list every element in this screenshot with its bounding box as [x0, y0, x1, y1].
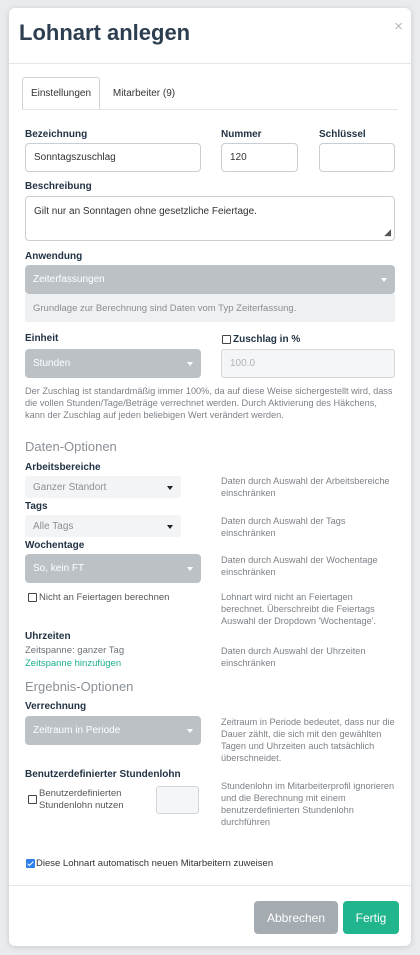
feiertage-label: Nicht an Feiertagen berechnen — [39, 592, 170, 603]
anwendung-hint: Grundlage zur Berechnung sind Daten vom Typ Zeiterfassung. — [25, 294, 395, 322]
verrechnung-select[interactable] — [25, 716, 201, 745]
zuschlag-checkbox[interactable] — [222, 335, 231, 344]
stundenlohn-label-line2: Stundenlohn nutzen — [39, 800, 124, 811]
stundenlohn-desc: Stundenlohn im Mitarbeiterprofil ignorieren und die Berechnung mit einem benutzerdefinierten Stundenlohn durchführen — [221, 781, 395, 827]
anwendung-label: Anwendung — [25, 251, 83, 262]
einheit-value: Stunden — [33, 358, 71, 369]
chevron-down-icon — [187, 362, 193, 366]
zuschlag-input[interactable]: 100.0 — [221, 349, 395, 378]
wochentage-desc: Daten durch Auswahl der Wochentage einschränken — [221, 555, 378, 577]
resize-handle-icon[interactable]: ◢ — [384, 227, 391, 237]
zeitspanne-text: Zeitspanne: ganzer Tag — [25, 645, 125, 656]
header-divider — [9, 63, 411, 64]
chevron-down-icon — [381, 278, 387, 282]
auto-assign-label: Diese Lohnart automatisch neuen Mitarbeitern zuweisen — [36, 858, 274, 869]
stundenlohn-checkbox[interactable] — [28, 795, 37, 804]
stundenlohn-label-line1: Benutzerdefinierten — [39, 788, 122, 799]
stundenlohn-input[interactable] — [156, 786, 199, 814]
tab-einstellungen[interactable]: Einstellungen — [22, 77, 100, 110]
zuschlag-info-text: Der Zuschlag ist standardmäßig immer 100%, da auf diese Weise sichergestellt wird, dass die vollen Stunden/Tage/Beträge verrechnet werden. Durch Aktivierung des Häkchens, kann der Zuschlag auf jeden beliebigen Wert verändert werden. — [25, 386, 393, 420]
tags-value: Alle Tags — [33, 520, 74, 532]
tags-select[interactable] — [25, 515, 181, 537]
arbeitsbereiche-value: Ganzer Standort — [33, 481, 107, 493]
chevron-down-icon — [187, 729, 193, 733]
uhrzeiten-label: Uhrzeiten — [25, 631, 71, 642]
chevron-down-icon — [167, 486, 173, 490]
bezeichnung-input[interactable]: Sonntagszuschlag — [25, 143, 201, 172]
dialog-title: Lohnart anlegen — [19, 20, 191, 45]
tab-mitarbeiter[interactable]: Mitarbeiter (9) — [112, 88, 176, 99]
zuschlag-label: Zuschlag in % — [233, 334, 301, 345]
beschreibung-textarea[interactable] — [25, 196, 395, 241]
wochentage-select[interactable] — [25, 554, 201, 583]
ergebnis-optionen-heading: Ergebnis-Optionen — [25, 679, 134, 694]
stundenlohn-checkbox-label — [39, 788, 124, 812]
nummer-input[interactable]: 120 — [221, 143, 298, 172]
close-icon[interactable]: × — [394, 18, 403, 35]
feiertage-desc: Lohnart wird nicht an Feiertagen berechnet. Überschreibt die Feiertags Auswahl der Dropdown 'Wochentage'. — [221, 592, 377, 626]
chevron-down-icon — [167, 525, 173, 529]
cancel-button[interactable]: Abbrechen — [254, 901, 338, 934]
tags-desc: Daten durch Auswahl der Tags einschränken — [221, 516, 346, 538]
beschreibung-text: Gilt nur an Sonntagen ohne gesetzliche Feiertage. — [34, 206, 257, 217]
daten-optionen-heading: Daten-Optionen — [25, 439, 117, 454]
nummer-label: Nummer — [221, 129, 262, 140]
zeitspanne-hinzufuegen-link[interactable]: Zeitspanne hinzufügen — [25, 658, 122, 669]
anwendung-value: Zeiterfassungen — [33, 274, 105, 285]
wochentage-value: So, kein FT — [33, 563, 85, 574]
arbeitsbereiche-label: Arbeitsbereiche — [25, 462, 101, 473]
wochentage-label: Wochentage — [25, 540, 85, 551]
schluessel-input[interactable] — [319, 143, 395, 172]
verrechnung-value: Zeitraum in Periode — [33, 725, 121, 736]
anwendung-select[interactable] — [25, 265, 395, 294]
arbeitsbereiche-select[interactable] — [25, 476, 181, 498]
verrechnung-label: Verrechnung — [25, 701, 87, 712]
beschreibung-label: Beschreibung — [25, 181, 92, 192]
arbeitsbereiche-desc: Daten durch Auswahl der Arbeitsbereiche einschränken — [221, 476, 390, 498]
feiertage-checkbox[interactable] — [28, 593, 37, 602]
footer-divider — [9, 885, 411, 886]
einheit-select[interactable] — [25, 349, 201, 378]
lohnart-dialog — [9, 8, 411, 946]
uhrzeiten-desc: Daten durch Auswahl der Uhrzeiten einschränken — [221, 646, 366, 668]
schluessel-label: Schlüssel — [319, 129, 366, 140]
fertig-button[interactable]: Fertig — [343, 901, 399, 934]
auto-assign-checkbox[interactable] — [26, 859, 35, 868]
bezeichnung-label: Bezeichnung — [25, 129, 88, 140]
einheit-label: Einheit — [25, 333, 59, 344]
tags-label: Tags — [25, 501, 48, 512]
verrechnung-desc: Zeitraum in Periode bedeutet, dass nur die Dauer zählt, die sich mit den gewählten Tagen und Uhrzeiten auch tatsächlich überschneidet. — [221, 717, 395, 763]
stundenlohn-label: Benutzerdefinierter Stundenlohn — [25, 769, 181, 780]
tab-bar-line — [22, 109, 398, 110]
chevron-down-icon — [187, 567, 193, 571]
